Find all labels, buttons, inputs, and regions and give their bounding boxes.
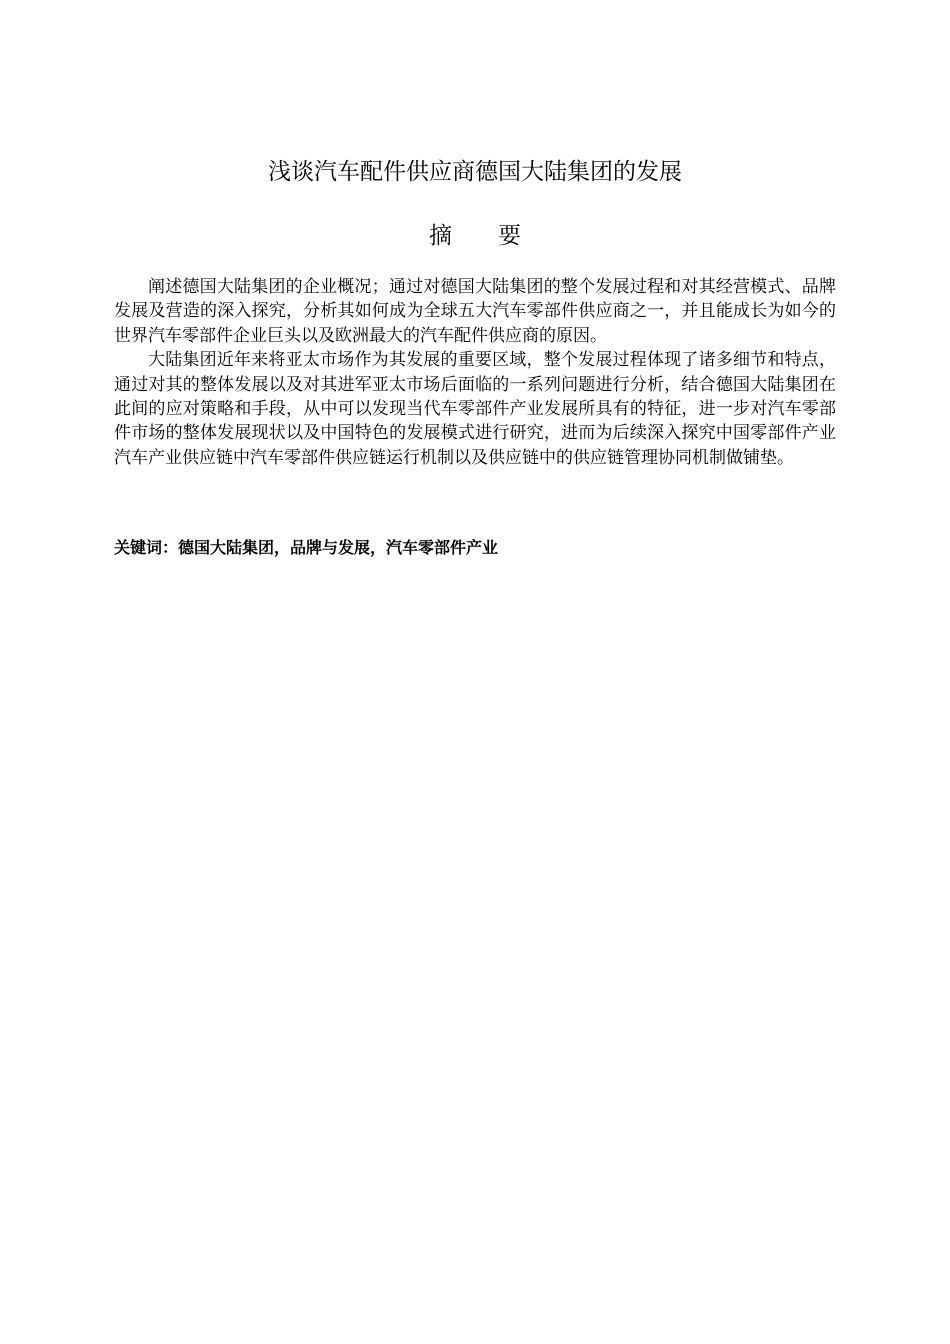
abstract-body — [114, 275, 836, 470]
abstract-paragraph-1: 阐述德国大陆集团的企业概况；通过对德国大陆集团的整个发展过程和对其经营模式、品牌发展及营造的深入探究，分析其如何成为全球五大汽车零部件供应商之一，并且能成长为如今的世界汽车零部件企业巨头以及欧洲最大的汽车配件供应商的原因。 — [114, 277, 836, 346]
paper-title: 浅谈汽车配件供应商德国大陆集团的发展 — [268, 159, 682, 185]
abstract-paragraph-2: 大陆集团近年来将亚太市场作为其发展的重要区域，整个发展过程体现了诸多细节和特点，通过对其的整体发展以及对其进军亚太市场后面临的一系列问题进行分析，结合德国大陆集团在此间的应对策略和手段，从中可以发现当代车零部件产业发展所具有的特征，进一步对汽车零部件市场的整体发展现状以及中国特色的发展模式进行研究，进而为后续深入探究中国零部件产业汽车产业供应链中汽车零部件供应链运行机制以及供应链中的供应链管理协同机制做铺垫。 — [114, 350, 836, 468]
abstract-heading-char-2: 要 — [498, 223, 521, 249]
abstract-heading-char-1: 摘 — [429, 223, 452, 249]
keywords-text: 德国大陆集团，品牌与发展，汽车零部件产业 — [178, 538, 499, 557]
abstract-heading — [0, 221, 950, 251]
keywords-label: 关键词： — [114, 538, 179, 557]
keywords-line — [114, 536, 836, 560]
